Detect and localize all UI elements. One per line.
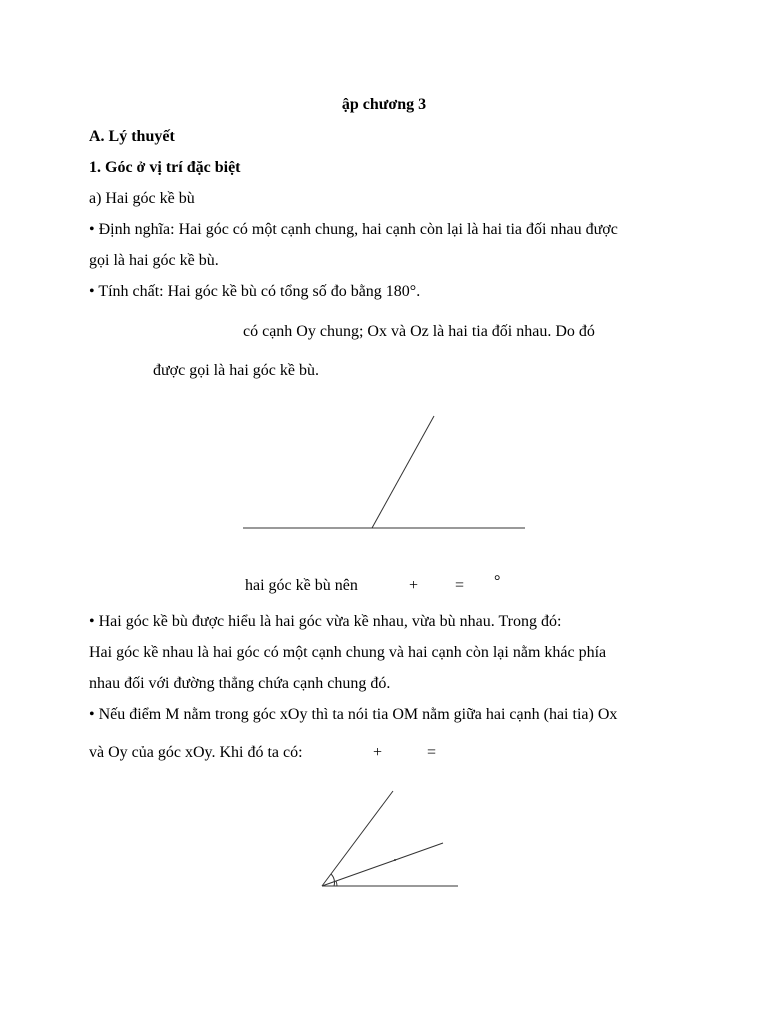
supplementary-angles-figure [243, 416, 525, 528]
note-line-2: Hai góc kề nhau là hai góc có một cạnh chung và hai cạnh còn lại nằm khác phía [89, 644, 607, 661]
angle-arc-mark-2 [336, 881, 337, 886]
formula-1-text: hai góc kề bù nên [245, 577, 358, 594]
ray-oy [372, 416, 434, 528]
example-line-1: có cạnh Oy chung; Ox và Oz là hai tia đối nhau. Do đó [243, 323, 595, 340]
definition-line-2: gọi là hai góc kề bù. [89, 252, 219, 269]
angle-bisector-figure [322, 791, 458, 886]
ray-om [322, 843, 443, 886]
note-line-1: • Hai góc kề bù được hiểu là hai góc vừa kề nhau, vừa bù nhau. Trong đó: [89, 613, 562, 630]
formula-2-plus: + [373, 744, 383, 761]
page-title: ập chương 3 [341, 96, 427, 113]
subsection-heading-special-angles: 1. Góc ở vị trí đặc biệt [89, 159, 241, 176]
formula-2-equals: = [427, 744, 437, 761]
example-line-2: được gọi là hai góc kề bù. [153, 362, 319, 379]
note-line-3: nhau đối với đường thẳng chứa cạnh chung đó. [89, 675, 391, 692]
formula-1-degree: ° [494, 573, 501, 590]
point-m [394, 859, 396, 861]
formula-2-text: và Oy của góc xOy. Khi đó ta có: [89, 744, 303, 761]
angle-arc-mark [331, 874, 335, 886]
formula-1-plus: + [409, 577, 419, 594]
definition-line-1: • Định nghĩa: Hai góc có một cạnh chung, hai cạnh còn lại là hai tia đối nhau được [89, 221, 618, 238]
ray-oy-2 [322, 791, 393, 886]
point-line-1: • Nếu điểm M nằm trong góc xOy thì ta nói tia OM nằm giữa hai cạnh (hai tia) Ox [89, 706, 618, 723]
section-heading-theory: A. Lý thuyết [89, 128, 175, 145]
property-line: • Tính chất: Hai góc kề bù có tổng số đo bằng 180°. [89, 283, 421, 300]
subheading-supplementary-adjacent: a) Hai góc kề bù [89, 190, 195, 207]
formula-1-equals: = [455, 577, 465, 594]
